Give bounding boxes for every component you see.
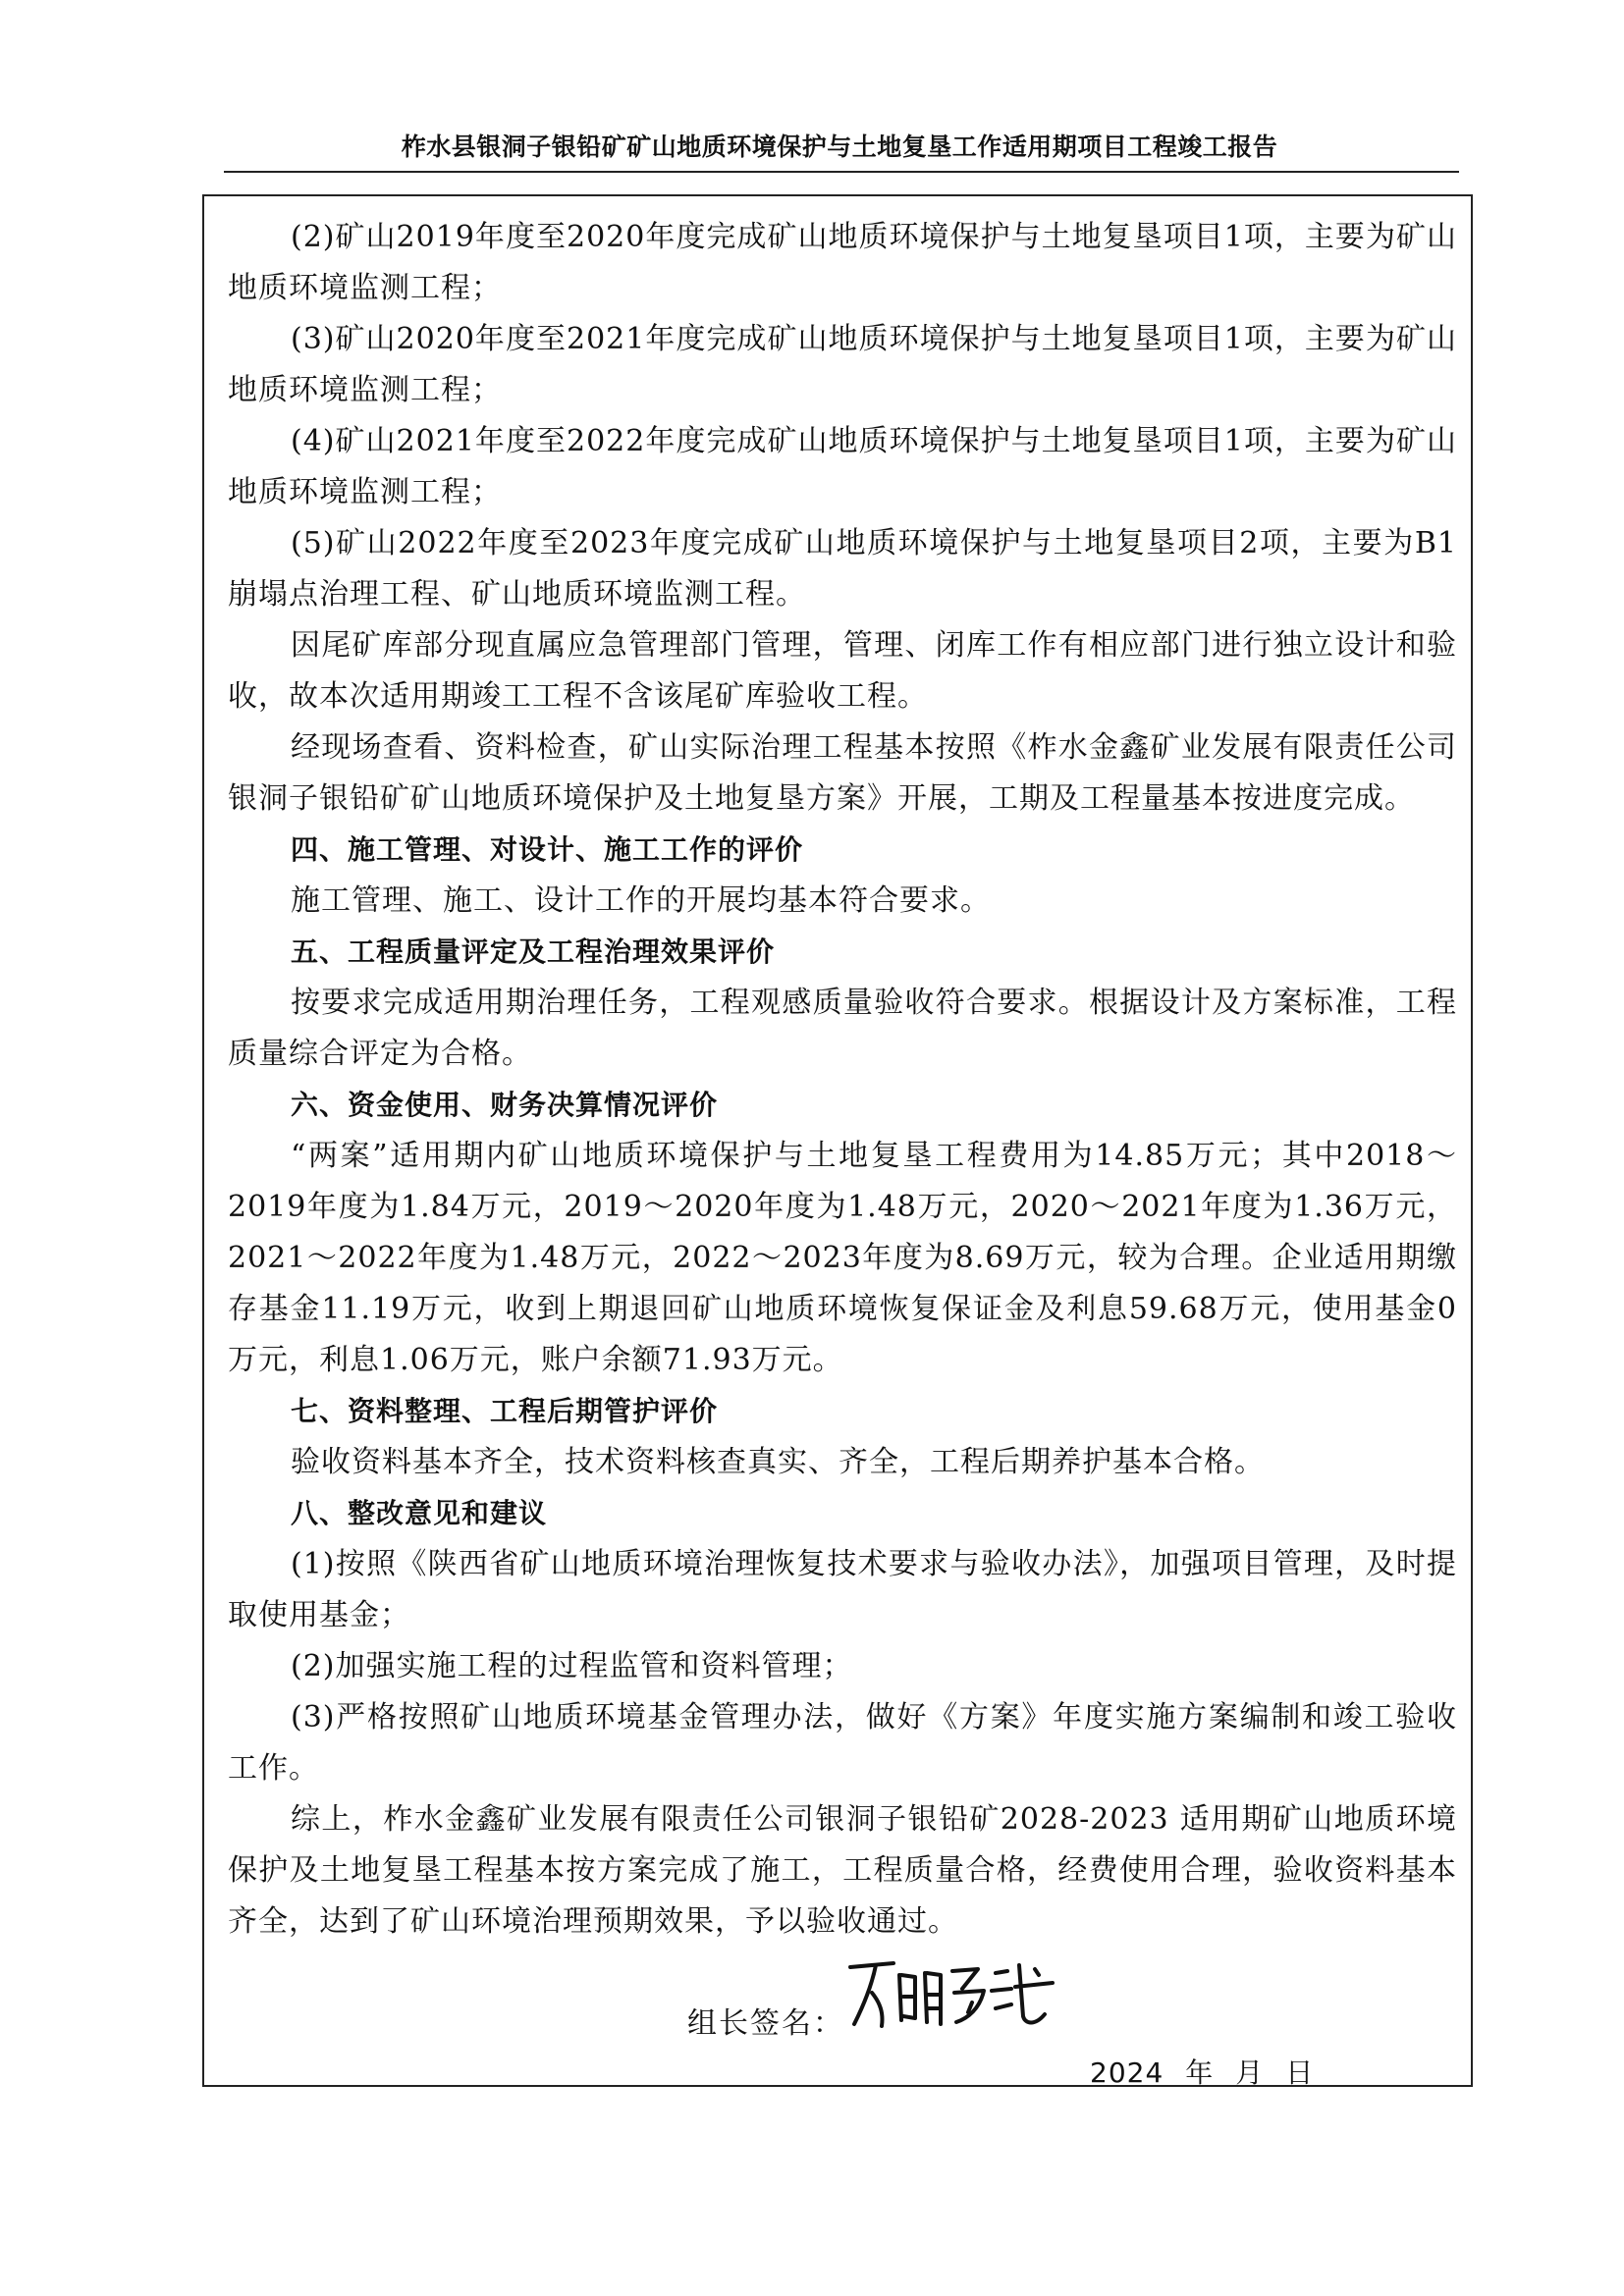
- suggestion-2-paragraph: (2)加强实施工程的过程监管和资料管理；: [291, 1649, 853, 1683]
- section-5-heading: 五、工程质量评定及工程治理效果评价: [291, 935, 776, 968]
- section-7-paragraph: 验收资料基本齐全，技术资料核查真实、齐全，工程后期养护基本合格。: [291, 1445, 1265, 1479]
- conclusion-paragraph: 综上，柞水金鑫矿业发展有限责任公司银洞子银铅矿2028-2023 适用期矿山地质环境保护及土地复垦工程基本按方案完成了施工，工程质量合格，经费使用合理，验收资料基本齐全，达到了矿山环境治理预期效果，予以验收通过。: [228, 1802, 1457, 1939]
- tailings-note-paragraph: 因尾矿库部分现直属应急管理部门管理，管理、闭库工作有相应部门进行独立设计和验收，故本次适用期竣工工程不含该尾矿库验收工程。: [228, 628, 1457, 714]
- section-6-paragraph: “两案”适用期内矿山地质环境保护与土地复垦工程费用为14.85万元；其中2018～2019年度为1.84万元，2019～2020年度为1.48万元，2020～2021年度为1.36万元，2021～2022年度为1.48万元，2022～2023年度为8.69万元，较为合理。企业适用期缴存基金11.19万元，收到上期退回矿山地质环境恢复保证金及利息59.68万元，使用基金0万元，利息1.06万元，账户余额71.93万元。: [228, 1139, 1457, 1377]
- signature-label: 组长签名：: [687, 2006, 844, 2041]
- header-divider: [224, 171, 1459, 173]
- item-3-paragraph: (3)矿山2020年度至2021年度完成矿山地质环境保护与土地复垦项目1项，主要为矿山地质环境监测工程；: [228, 322, 1457, 407]
- suggestion-1-paragraph: (1)按照《陕西省矿山地质环境治理恢复技术要求与验收办法》，加强项目管理，及时提取使用基金；: [228, 1547, 1457, 1632]
- date-year-unit: 年: [1185, 2056, 1215, 2089]
- handwritten-signature: [842, 1953, 1068, 2032]
- date-day-unit: 日: [1285, 2056, 1315, 2089]
- signature-row: [687, 1953, 1178, 2041]
- section-6-heading: 六、资金使用、财务决算情况评价: [291, 1089, 719, 1121]
- report-date: [1090, 2052, 1335, 2091]
- section-5-paragraph: 按要求完成适用期治理任务，工程观感质量验收符合要求。根据设计及方案标准，工程质量综合评定为合格。: [228, 986, 1457, 1071]
- section-4-paragraph: 施工管理、施工、设计工作的开展均基本符合要求。: [291, 883, 991, 918]
- date-year: 2024: [1090, 2056, 1164, 2089]
- report-body: [228, 212, 1457, 1948]
- item-4-paragraph: (4)矿山2021年度至2022年度完成矿山地质环境保护与土地复垦项目1项，主要为矿山地质环境监测工程；: [228, 424, 1457, 509]
- site-check-paragraph: 经现场查看、资料检查，矿山实际治理工程基本按照《柞水金鑫矿业发展有限责任公司银洞子银铅矿矿山地质环境保护及土地复垦方案》开展，工期及工程量基本按进度完成。: [228, 730, 1457, 816]
- suggestion-3-paragraph: (3)严格按照矿山地质环境基金管理办法，做好《方案》年度实施方案编制和竣工验收工作。: [228, 1700, 1457, 1786]
- date-month-unit: 月: [1235, 2056, 1265, 2089]
- document-header-title: 柞水县银洞子银铅矿矿山地质环境保护与土地复垦工作适用期项目工程竣工报告: [401, 133, 1278, 161]
- section-8-heading: 八、整改意见和建议: [291, 1497, 548, 1529]
- item-5-paragraph: (5)矿山2022年度至2023年度完成矿山地质环境保护与土地复垦项目2项，主要为B1崩塌点治理工程、矿山地质环境监测工程。: [228, 526, 1457, 612]
- section-7-heading: 七、资料整理、工程后期管护评价: [291, 1395, 719, 1427]
- item-2-paragraph: (2)矿山2019年度至2020年度完成矿山地质环境保护与土地复垦项目1项，主要为矿山地质环境监测工程；: [228, 220, 1457, 305]
- section-4-heading: 四、施工管理、对设计、施工工作的评价: [291, 833, 804, 866]
